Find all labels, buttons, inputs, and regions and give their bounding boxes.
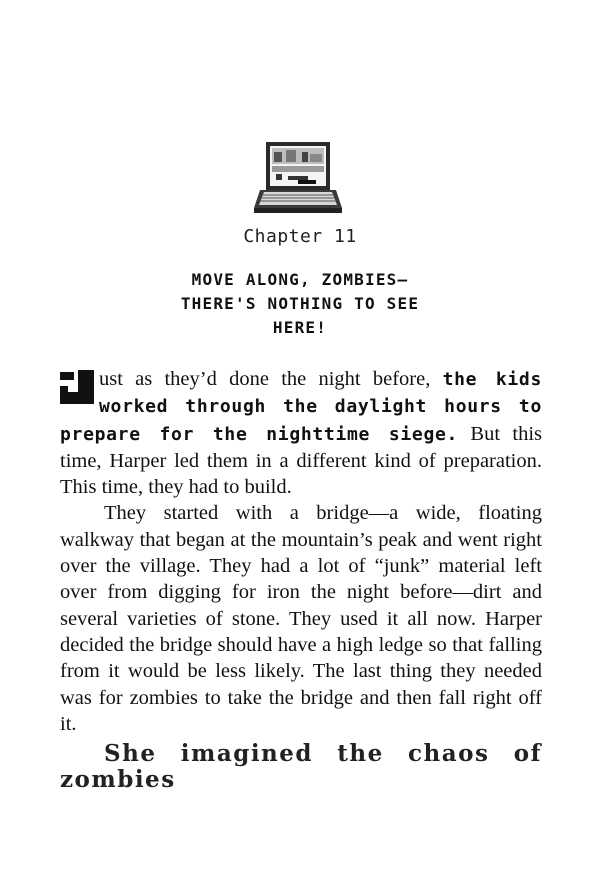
chapter-title [0, 268, 600, 340]
paragraph-1-lead: ust as they’d done the night before, [99, 368, 443, 390]
paragraph-1-rest: But this time, Harper led them in a different kind of preparation. This time, they had to build. [60, 422, 542, 499]
paragraph-2 [60, 500, 542, 793]
chapter-title-line: THERE'S NOTHING TO SEE [180, 294, 420, 313]
paragraph-1 [60, 366, 542, 500]
chapter-title-line: HERE! [272, 318, 328, 337]
paragraph-2-pixel-tail: She imagined the chaos of zombies [60, 740, 542, 794]
chapter-label: Chapter 11 [243, 226, 357, 247]
paragraph-2-text: They started with a bridge—a wide, floating walkway that began at the mountain’s peak and went right over the village. They had a lot of “junk” material left over from digging for iron the night before—dirt and several varieties of stone. They used it all now. Harper decided the bridge should have a high ledge so that falling from it would be less likely. The last thing they needed was for zombies to take the bridge and then fall right off it. [60, 502, 542, 735]
laptop-icon [252, 140, 344, 216]
chapter-body [60, 366, 542, 794]
chapter-title-line: MOVE ALONG, ZOMBIES— [191, 270, 409, 289]
paragraph-1-highlight: the kids worked through the daylight hours to prepare for the nighttime siege. [60, 369, 542, 445]
drop-cap-j-icon [60, 370, 96, 404]
